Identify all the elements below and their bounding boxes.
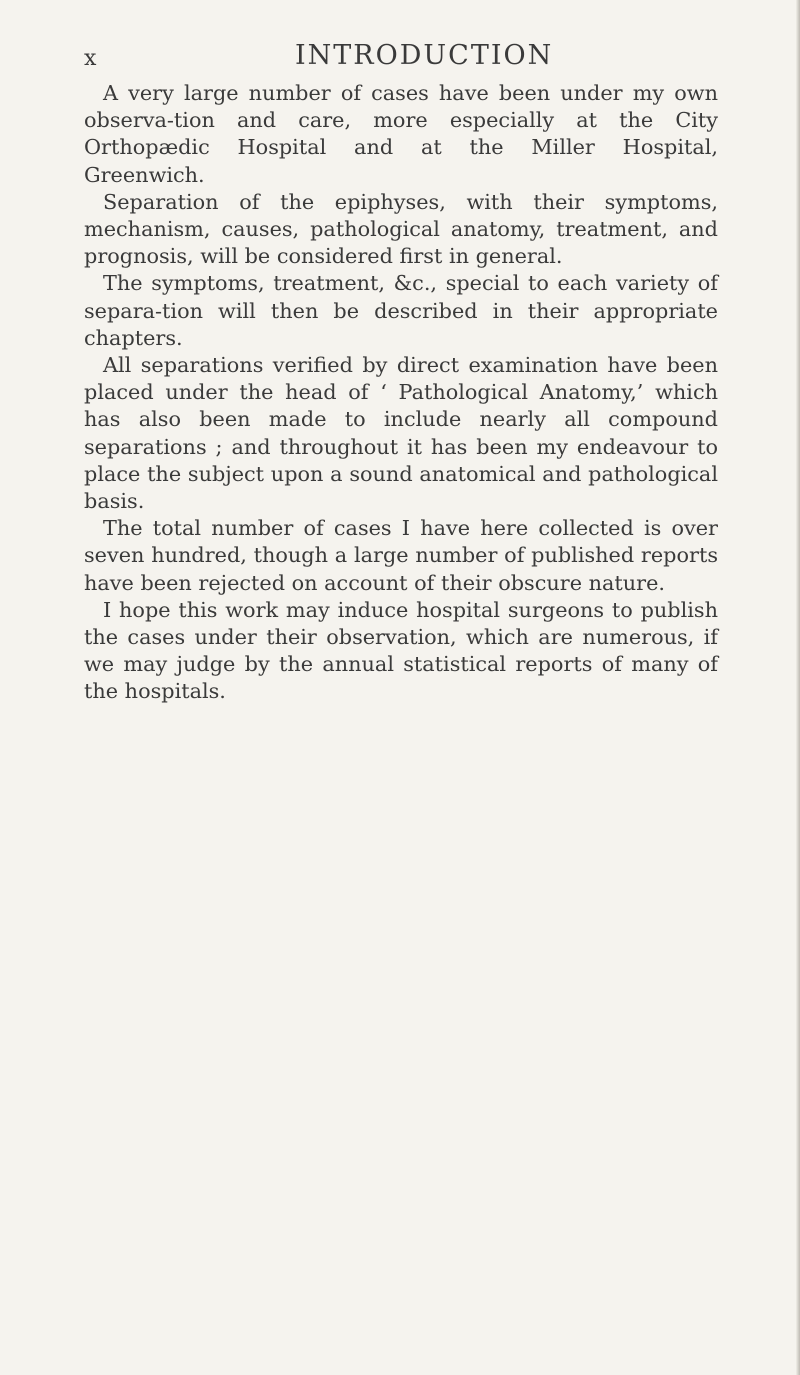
body-text xyxy=(84,80,718,706)
paragraph-general-consideration: Separation of the epiphyses, with their symptoms, mechanism, causes, pathological anatomy, treatment, and prognosis, will be considered first in general. xyxy=(84,189,718,269)
page-number: x xyxy=(84,46,97,71)
paragraph-hope: I hope this work may induce hospital surgeons to publish the cases under their observation, which are numerous, if we may judge by the annual statistical reports of many of the hospitals. xyxy=(84,597,718,704)
paragraph-total-cases: The total number of cases I have here collected is over seven hundred, though a large number of published reports have been rejected on account of their obscure nature. xyxy=(84,516,718,595)
page-edge-shadow xyxy=(796,0,800,1375)
chapter-title: INTRODUCTION xyxy=(295,40,554,71)
paragraph-pathological-anatomy: All separations verified by direct examination have been placed under the head of ‘ Pathological Anatomy,’ which has also been made to include nearly all compound separations ; and throughout it has been my endeavour to place the subject upon a sound anatomical and pathological basis. xyxy=(84,353,718,514)
running-head xyxy=(84,40,724,80)
paragraph-observation: A very large number of cases have been under my own observa-tion and care, more especially at the City Orthopædic Hospital and at the Miller Hospital, Greenwich. xyxy=(84,81,718,187)
paragraph-special-varieties: The symptoms, treatment, &c., special to each variety of separa-tion will then be described in their appropriate chapters. xyxy=(84,271,718,350)
